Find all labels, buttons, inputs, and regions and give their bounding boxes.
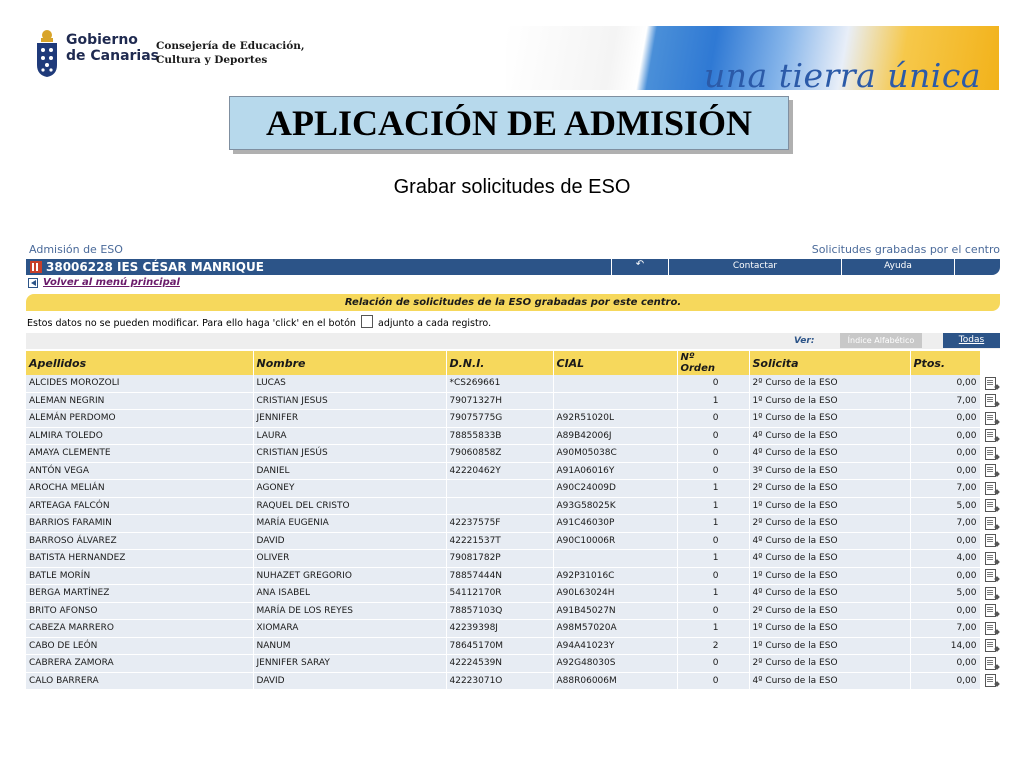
edit-cell — [980, 550, 1000, 568]
table-row — [26, 445, 1000, 463]
cell-cial: A98M57020A — [553, 620, 677, 638]
cell-ptos: 0,00 — [910, 672, 980, 690]
back-to-menu-link[interactable]: Volver al menú principal — [43, 277, 180, 288]
col-dni[interactable]: D.N.I. — [446, 351, 553, 375]
cell-orden: 1 — [677, 497, 749, 515]
cell-nombre: DAVID — [253, 532, 446, 550]
cell-apellidos: ALEMÁN PERDOMO — [26, 410, 253, 428]
note-text-before: Estos datos no se pueden modificar. Para ello haga 'click' en el botón — [27, 318, 356, 329]
alphabetical-index-button[interactable]: Índice Alfabético — [840, 333, 922, 348]
edit-record-icon[interactable] — [985, 447, 996, 460]
cell-orden: 0 — [677, 427, 749, 445]
cell-orden: 2 — [677, 637, 749, 655]
cell-solicita: 1º Curso de la ESO — [749, 497, 910, 515]
note-text-after: adjunto a cada registro. — [378, 318, 492, 329]
edit-cell — [980, 567, 1000, 585]
cell-apellidos: CABRERA ZAMORA — [26, 655, 253, 673]
back-row — [26, 277, 1000, 291]
cell-cial: A92P31016C — [553, 567, 677, 585]
dept-line-1: Consejería de Educación, — [156, 40, 305, 52]
edit-record-icon[interactable] — [985, 604, 996, 617]
cell-apellidos: BERGA MARTÍNEZ — [26, 585, 253, 603]
admission-app — [26, 243, 1000, 690]
school-title — [30, 260, 264, 274]
view-filter-row — [26, 333, 1000, 349]
edit-cell — [980, 602, 1000, 620]
table-row — [26, 375, 1000, 392]
cell-cial: A93G58025K — [553, 497, 677, 515]
cell-dni: 79081782P — [446, 550, 553, 568]
cell-apellidos: CABEZA MARRERO — [26, 620, 253, 638]
cell-apellidos: AROCHA MELIÁN — [26, 480, 253, 498]
cell-dni: 42220462Y — [446, 462, 553, 480]
cell-solicita: 4º Curso de la ESO — [749, 445, 910, 463]
cell-cial: A91A06016Y — [553, 462, 677, 480]
list-banner: Relación de solicitudes de la ESO grabadas por este centro. — [26, 294, 1000, 311]
cell-nombre: NANUM — [253, 637, 446, 655]
cell-orden: 0 — [677, 602, 749, 620]
cell-nombre: DAVID — [253, 672, 446, 690]
cell-solicita: 1º Curso de la ESO — [749, 567, 910, 585]
cell-solicita: 1º Curso de la ESO — [749, 637, 910, 655]
cell-dni: 79075775G — [446, 410, 553, 428]
table-row — [26, 637, 1000, 655]
undo-icon[interactable]: ↶ — [635, 259, 645, 270]
edit-cell — [980, 497, 1000, 515]
cell-orden: 1 — [677, 515, 749, 533]
table-row — [26, 462, 1000, 480]
cell-nombre: CRISTIAN JESÚS — [253, 445, 446, 463]
page-title: APLICACIÓN DE ADMISIÓN — [265, 103, 753, 143]
edit-record-icon[interactable] — [985, 657, 996, 670]
table-row — [26, 567, 1000, 585]
cell-ptos: 4,00 — [910, 550, 980, 568]
edit-instructions — [26, 315, 1000, 331]
cell-apellidos: AMAYA CLEMENTE — [26, 445, 253, 463]
table-row — [26, 620, 1000, 638]
cell-ptos: 0,00 — [910, 532, 980, 550]
cell-apellidos: ALCIDES MOROZOLI — [26, 375, 253, 392]
cell-apellidos: BATISTA HERNANDEZ — [26, 550, 253, 568]
edit-record-icon[interactable] — [985, 517, 996, 530]
edit-record-icon[interactable] — [985, 429, 996, 442]
edit-record-icon[interactable] — [985, 587, 996, 600]
cell-nombre: JENNIFER — [253, 410, 446, 428]
cell-solicita: 1º Curso de la ESO — [749, 392, 910, 410]
cell-orden: 0 — [677, 410, 749, 428]
cell-dni: 42223071O — [446, 672, 553, 690]
table-row — [26, 392, 1000, 410]
edit-record-icon[interactable] — [985, 552, 996, 565]
cell-nombre: LUCAS — [253, 375, 446, 392]
cell-dni: 42239398J — [446, 620, 553, 638]
cell-dni: 78645170M — [446, 637, 553, 655]
top-banner — [26, 26, 999, 90]
bar-divider — [954, 259, 955, 275]
cell-cial: A90M05038C — [553, 445, 677, 463]
col-cial[interactable]: CIAL — [553, 351, 677, 375]
cell-apellidos: BARRIOS FARAMIN — [26, 515, 253, 533]
breadcrumb-page: Solicitudes grabadas por el centro — [811, 243, 1000, 256]
cell-dni: *CS269661 — [446, 375, 553, 392]
cell-ptos: 0,00 — [910, 445, 980, 463]
edit-cell — [980, 620, 1000, 638]
edit-record-icon[interactable] — [985, 674, 996, 687]
cell-ptos: 14,00 — [910, 637, 980, 655]
cell-cial — [553, 375, 677, 392]
back-arrow-icon[interactable] — [28, 278, 38, 288]
col-edit — [980, 351, 1000, 375]
cell-orden: 0 — [677, 462, 749, 480]
cell-cial: A88R06006M — [553, 672, 677, 690]
cell-dni: 79071327H — [446, 392, 553, 410]
cell-ptos: 0,00 — [910, 567, 980, 585]
table-row — [26, 410, 1000, 428]
edit-cell — [980, 445, 1000, 463]
cell-ptos: 0,00 — [910, 427, 980, 445]
edit-cell — [980, 515, 1000, 533]
cell-orden: 0 — [677, 445, 749, 463]
cell-ptos: 0,00 — [910, 655, 980, 673]
cell-ptos: 7,00 — [910, 392, 980, 410]
col-orden[interactable] — [677, 351, 749, 375]
edit-record-icon[interactable] — [985, 482, 996, 495]
table-row — [26, 497, 1000, 515]
edit-record-icon[interactable] — [985, 534, 996, 547]
table-row — [26, 602, 1000, 620]
edit-cell — [980, 392, 1000, 410]
cell-cial: A90L63024H — [553, 585, 677, 603]
cell-ptos: 0,00 — [910, 375, 980, 392]
cell-orden: 1 — [677, 620, 749, 638]
department-name — [156, 39, 305, 67]
cell-solicita: 3º Curso de la ESO — [749, 462, 910, 480]
cell-nombre: DANIEL — [253, 462, 446, 480]
edit-record-icon[interactable] — [985, 639, 996, 652]
cell-ptos: 7,00 — [910, 620, 980, 638]
cell-dni: 78855833B — [446, 427, 553, 445]
edit-cell — [980, 637, 1000, 655]
edit-cell — [980, 585, 1000, 603]
cell-dni — [446, 480, 553, 498]
cell-solicita: 1º Curso de la ESO — [749, 620, 910, 638]
cell-orden: 1 — [677, 585, 749, 603]
cell-apellidos: BRITO AFONSO — [26, 602, 253, 620]
cell-cial: A92G48030S — [553, 655, 677, 673]
cell-nombre: CRISTIAN JESUS — [253, 392, 446, 410]
cell-ptos: 5,00 — [910, 497, 980, 515]
edit-record-icon[interactable] — [985, 464, 996, 477]
cell-ptos: 5,00 — [910, 585, 980, 603]
cell-dni: 79060858Z — [446, 445, 553, 463]
cell-solicita: 2º Curso de la ESO — [749, 515, 910, 533]
cell-nombre: RAQUEL DEL CRISTO — [253, 497, 446, 515]
cell-orden: 0 — [677, 567, 749, 585]
cell-dni: 42224539N — [446, 655, 553, 673]
col-nombre[interactable]: Nombre — [253, 351, 446, 375]
cell-nombre: MARÍA EUGENIA — [253, 515, 446, 533]
edit-cell — [980, 655, 1000, 673]
edit-cell — [980, 427, 1000, 445]
view-label: Ver: — [794, 336, 815, 346]
col-orden-line-1: Nº — [680, 352, 695, 363]
cell-ptos: 0,00 — [910, 410, 980, 428]
cell-dni: 42237575F — [446, 515, 553, 533]
cell-orden: 0 — [677, 532, 749, 550]
cell-apellidos: BATLE MORÍN — [26, 567, 253, 585]
school-name: 38006228 IES CÉSAR MANRIQUE — [46, 260, 264, 274]
contact-link[interactable]: Contactar — [732, 261, 778, 271]
edit-cell — [980, 410, 1000, 428]
slogan-banner-image — [506, 26, 999, 90]
cell-orden: 0 — [677, 672, 749, 690]
cell-nombre: LAURA — [253, 427, 446, 445]
cell-nombre: MARÍA DE LOS REYES — [253, 602, 446, 620]
cell-cial: A90C10006R — [553, 532, 677, 550]
edit-cell — [980, 462, 1000, 480]
cell-ptos: 7,00 — [910, 515, 980, 533]
cell-nombre: AGONEY — [253, 480, 446, 498]
cell-nombre: JENNIFER SARAY — [253, 655, 446, 673]
government-name — [66, 32, 159, 64]
cell-solicita: 2º Curso de la ESO — [749, 480, 910, 498]
cell-apellidos: ALEMAN NEGRIN — [26, 392, 253, 410]
cell-cial: A91C46030P — [553, 515, 677, 533]
cell-ptos: 0,00 — [910, 602, 980, 620]
cell-apellidos: ANTÓN VEGA — [26, 462, 253, 480]
slogan: una tierra única — [704, 56, 981, 90]
cell-solicita: 4º Curso de la ESO — [749, 550, 910, 568]
table-row — [26, 480, 1000, 498]
dept-line-2: Cultura y Deportes — [156, 54, 268, 66]
table-row — [26, 585, 1000, 603]
cell-cial — [553, 550, 677, 568]
cell-nombre: NUHAZET GREGORIO — [253, 567, 446, 585]
cell-cial: A94A41023Y — [553, 637, 677, 655]
col-orden-line-2: Orden — [680, 363, 715, 374]
cell-cial: A89B42006J — [553, 427, 677, 445]
help-link[interactable]: Ayuda — [884, 261, 912, 271]
gov-name-line-2: de Canarias — [66, 48, 160, 64]
cell-apellidos: BARROSO ÁLVAREZ — [26, 532, 253, 550]
cell-solicita: 1º Curso de la ESO — [749, 410, 910, 428]
edit-document-icon — [361, 315, 373, 328]
col-ptos[interactable]: Ptos. — [910, 351, 980, 375]
table-row — [26, 550, 1000, 568]
col-solicita[interactable]: Solicita — [749, 351, 910, 375]
edit-cell — [980, 532, 1000, 550]
edit-record-icon[interactable] — [985, 499, 996, 512]
edit-cell — [980, 375, 1000, 392]
edit-record-icon[interactable] — [985, 569, 996, 582]
gov-name-line-1: Gobierno — [66, 32, 138, 48]
cell-dni: 54112170R — [446, 585, 553, 603]
cell-solicita: 2º Curso de la ESO — [749, 602, 910, 620]
cell-dni — [446, 497, 553, 515]
gobierno-canarias-crest-icon — [34, 28, 60, 80]
edit-record-icon[interactable] — [985, 377, 996, 390]
applications-table — [26, 351, 1001, 690]
cell-apellidos: CALO BARRERA — [26, 672, 253, 690]
cell-apellidos: ALMIRA TOLEDO — [26, 427, 253, 445]
cell-orden: 0 — [677, 375, 749, 392]
cell-dni: 78857103Q — [446, 602, 553, 620]
cell-dni: 42221537T — [446, 532, 553, 550]
cell-apellidos: CABO DE LEÓN — [26, 637, 253, 655]
table-row — [26, 427, 1000, 445]
cell-nombre: ANA ISABEL — [253, 585, 446, 603]
table-header — [26, 351, 1000, 375]
cell-solicita: 4º Curso de la ESO — [749, 532, 910, 550]
edit-cell — [980, 672, 1000, 690]
cell-dni: 78857444N — [446, 567, 553, 585]
cell-cial: A90C24009D — [553, 480, 677, 498]
table-row — [26, 515, 1000, 533]
cell-nombre: XIOMARA — [253, 620, 446, 638]
cell-solicita: 4º Curso de la ESO — [749, 427, 910, 445]
col-apellidos[interactable]: Apellidos — [26, 351, 253, 375]
cell-ptos: 7,00 — [910, 480, 980, 498]
school-building-icon — [30, 261, 42, 273]
cell-cial: A92R51020L — [553, 410, 677, 428]
cell-nombre: OLIVER — [253, 550, 446, 568]
cell-solicita: 2º Curso de la ESO — [749, 375, 910, 392]
table-row — [26, 532, 1000, 550]
cell-orden: 1 — [677, 550, 749, 568]
title-box — [229, 96, 789, 150]
cell-solicita: 4º Curso de la ESO — [749, 585, 910, 603]
table-row — [26, 655, 1000, 673]
page-subtitle: Grabar solicitudes de ESO — [393, 176, 631, 198]
cell-apellidos: ARTEAGA FALCÓN — [26, 497, 253, 515]
cell-cial: A91B45027N — [553, 602, 677, 620]
show-all-button[interactable]: Todas — [943, 333, 1000, 348]
edit-cell — [980, 480, 1000, 498]
edit-record-icon[interactable] — [985, 394, 996, 407]
cell-cial — [553, 392, 677, 410]
school-bar — [26, 259, 1000, 275]
cell-orden: 1 — [677, 392, 749, 410]
cell-orden: 1 — [677, 480, 749, 498]
edit-record-icon[interactable] — [985, 412, 996, 425]
breadcrumb — [26, 243, 1000, 257]
breadcrumb-section[interactable]: Admisión de ESO — [29, 243, 123, 256]
table-row — [26, 672, 1000, 690]
cell-ptos: 0,00 — [910, 462, 980, 480]
cell-orden: 0 — [677, 655, 749, 673]
edit-record-icon[interactable] — [985, 622, 996, 635]
cell-solicita: 2º Curso de la ESO — [749, 655, 910, 673]
cell-solicita: 4º Curso de la ESO — [749, 672, 910, 690]
